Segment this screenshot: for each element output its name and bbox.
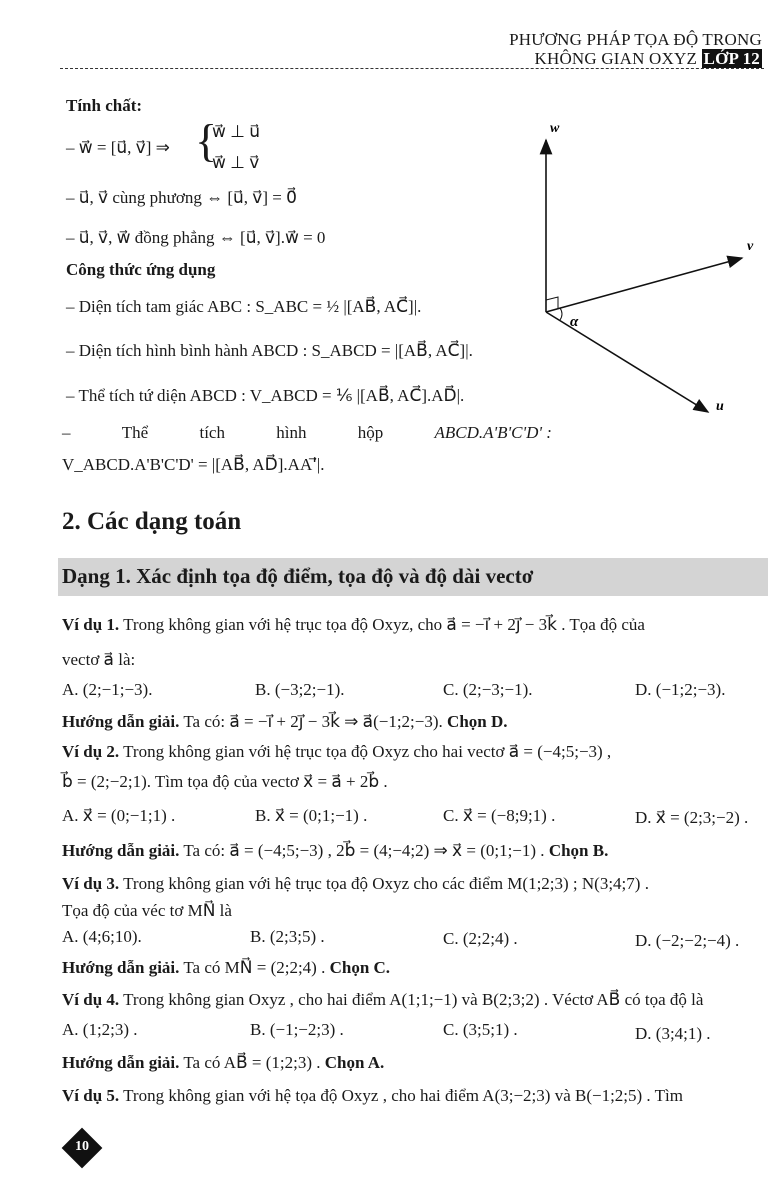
example-4-option-d: D. (3;4;1) . bbox=[635, 1024, 711, 1043]
example-1-solution: Hướng dẫn giải. Ta có: a⃗ = −i⃗ + 2j⃗ − 3k⃗ ⇒ a⃗(−1;2;−3). Chọn D. bbox=[62, 712, 508, 731]
example-1-option-a: A. (2;−1;−3). bbox=[62, 680, 153, 699]
label-w: w bbox=[550, 121, 560, 136]
example-5-question: Ví dụ 5. Trong không gian với hệ tọa độ Oxyz , cho hai điểm A(3;−2;3) và B(−1;2;5) . Tìm bbox=[62, 1086, 683, 1105]
example-3-option-c: C. (2;2;4) . bbox=[443, 929, 518, 948]
label-u: u bbox=[716, 399, 724, 414]
header-line-1: PHƯƠNG PHÁP TỌA ĐỘ TRONG bbox=[509, 30, 762, 49]
property-3: – u⃗, v⃗, w⃗ đồng phẳng ⇔ [u⃗, v⃗].w⃗ = 0 bbox=[66, 228, 326, 247]
header-line-2: KHÔNG GIAN OXYZ bbox=[534, 49, 698, 68]
label-alpha: α bbox=[570, 314, 579, 330]
right-angle-mark bbox=[546, 297, 558, 309]
example-3-question-cont: Tọa độ của véc tơ MN⃗ là bbox=[62, 901, 232, 920]
formula-tetrahedron-volume: – Thể tích tứ diện ABCD : V_ABCD = ⅙ |[AB⃗, AC⃗].AD⃗|. bbox=[66, 386, 465, 405]
example-4-question: Ví dụ 4. Trong không gian Oxyz , cho hai điểm A(1;1;−1) và B(2;3;2) . Véctơ AB⃗ có tọa độ là bbox=[62, 990, 704, 1009]
properties-title: Tính chất: bbox=[66, 96, 143, 115]
example-2-option-b: B. x⃗ = (0;1;−1) . bbox=[255, 806, 368, 825]
section-title: 2. Các dạng toán bbox=[62, 508, 242, 535]
system-brace: { bbox=[195, 115, 218, 166]
word: Thể bbox=[121, 423, 149, 442]
example-2-question-cont: b⃗ = (2;−2;1). Tìm tọa độ của vectơ x⃗ = a⃗ + 2b⃗ . bbox=[62, 772, 388, 791]
example-3-option-a: A. (4;6;10). bbox=[62, 927, 142, 946]
angle-arc bbox=[560, 308, 562, 320]
page-number-badge bbox=[62, 1128, 102, 1168]
word: hộp bbox=[357, 423, 384, 442]
word: hình bbox=[276, 423, 307, 442]
cross-product-diagram bbox=[520, 100, 780, 430]
example-2-solution: Hướng dẫn giải. Ta có: a⃗ = (−4;5;−3) , 2b⃗ = (4;−4;2) ⇒ x⃗ = (0;1;−1) . Chọn B. bbox=[62, 841, 609, 860]
example-1-question-cont: vectơ a⃗ là: bbox=[62, 650, 136, 669]
example-2-option-d: D. x⃗ = (2;3;−2) . bbox=[635, 808, 749, 827]
example-1-option-c: C. (2;−3;−1). bbox=[443, 680, 533, 699]
header-divider bbox=[60, 68, 764, 69]
example-3-option-b: B. (2;3;5) . bbox=[250, 927, 325, 946]
word: tích bbox=[199, 423, 225, 442]
page-number: 10 bbox=[75, 1139, 89, 1154]
vector-v-arrow bbox=[546, 258, 742, 312]
property-1-system-2: w⃗ ⊥ v⃗ bbox=[212, 153, 260, 172]
example-3-option-d: D. (−2;−2;−4) . bbox=[635, 931, 740, 950]
example-1-option-b: B. (−3;2;−1). bbox=[255, 680, 345, 699]
example-4-option-c: C. (3;5;1) . bbox=[443, 1020, 518, 1039]
example-2-option-c: C. x⃗ = (−8;9;1) . bbox=[443, 806, 556, 825]
example-1-question: Ví dụ 1. Trong không gian với hệ trục tọa độ Oxyz, cho a⃗ = −i⃗ + 2j⃗ − 3k⃗ . Tọa độ của bbox=[62, 615, 645, 634]
example-4-option-b: B. (−1;−2;3) . bbox=[250, 1020, 344, 1039]
word: – bbox=[62, 423, 71, 442]
property-1: – w⃗ = [u⃗, v⃗] ⇒ bbox=[66, 138, 170, 157]
example-2-option-a: A. x⃗ = (0;−1;1) . bbox=[62, 806, 176, 825]
example-2-question: Ví dụ 2. Trong không gian với hệ trục tọa độ Oxyz cho hai vectơ a⃗ = (−4;5;−3) , bbox=[62, 742, 612, 761]
property-2: – u⃗, v⃗ cùng phương ⇔ [u⃗, v⃗] = 0⃗ bbox=[66, 188, 297, 207]
example-4-solution: Hướng dẫn giải. Ta có AB⃗ = (1;2;3) . Chọn A. bbox=[62, 1053, 385, 1072]
grade-tag: LỚP 12 bbox=[703, 49, 760, 68]
word: ABCD.A'B'C'D' : bbox=[434, 423, 552, 442]
dang1-title: Dạng 1. Xác định tọa độ điểm, tọa độ và độ dài vectơ bbox=[62, 564, 534, 588]
formula-box-volume: V_ABCD.A'B'C'D' = |[AB⃗, AD⃗].AA'⃗|. bbox=[62, 455, 325, 474]
formula-triangle-area: – Diện tích tam giác ABC : S_ABC = ½ |[AB⃗, AC⃗]|. bbox=[66, 297, 422, 316]
example-3-solution: Hướng dẫn giải. Ta có MN⃗ = (2;2;4) . Chọn C. bbox=[62, 958, 391, 977]
property-1-system-1: w⃗ ⊥ u⃗ bbox=[212, 122, 260, 141]
dang1-banner bbox=[58, 558, 768, 596]
formula-parallelogram-area: – Diện tích hình bình hành ABCD : S_ABCD = |[AB⃗, AC⃗]|. bbox=[66, 341, 473, 360]
label-v: v bbox=[747, 239, 754, 254]
example-3-question: Ví dụ 3. Trong không gian với hệ trục tọa độ Oxyz cho các điểm M(1;2;3) ; N(3;4;7) . bbox=[62, 874, 649, 893]
example-1-option-d: D. (−1;2;−3). bbox=[635, 680, 726, 699]
formulas-title: Công thức ứng dụng bbox=[66, 260, 216, 279]
running-header bbox=[509, 30, 762, 68]
formula-box-volume-label bbox=[62, 423, 552, 443]
example-4-option-a: A. (1;2;3) . bbox=[62, 1020, 138, 1039]
